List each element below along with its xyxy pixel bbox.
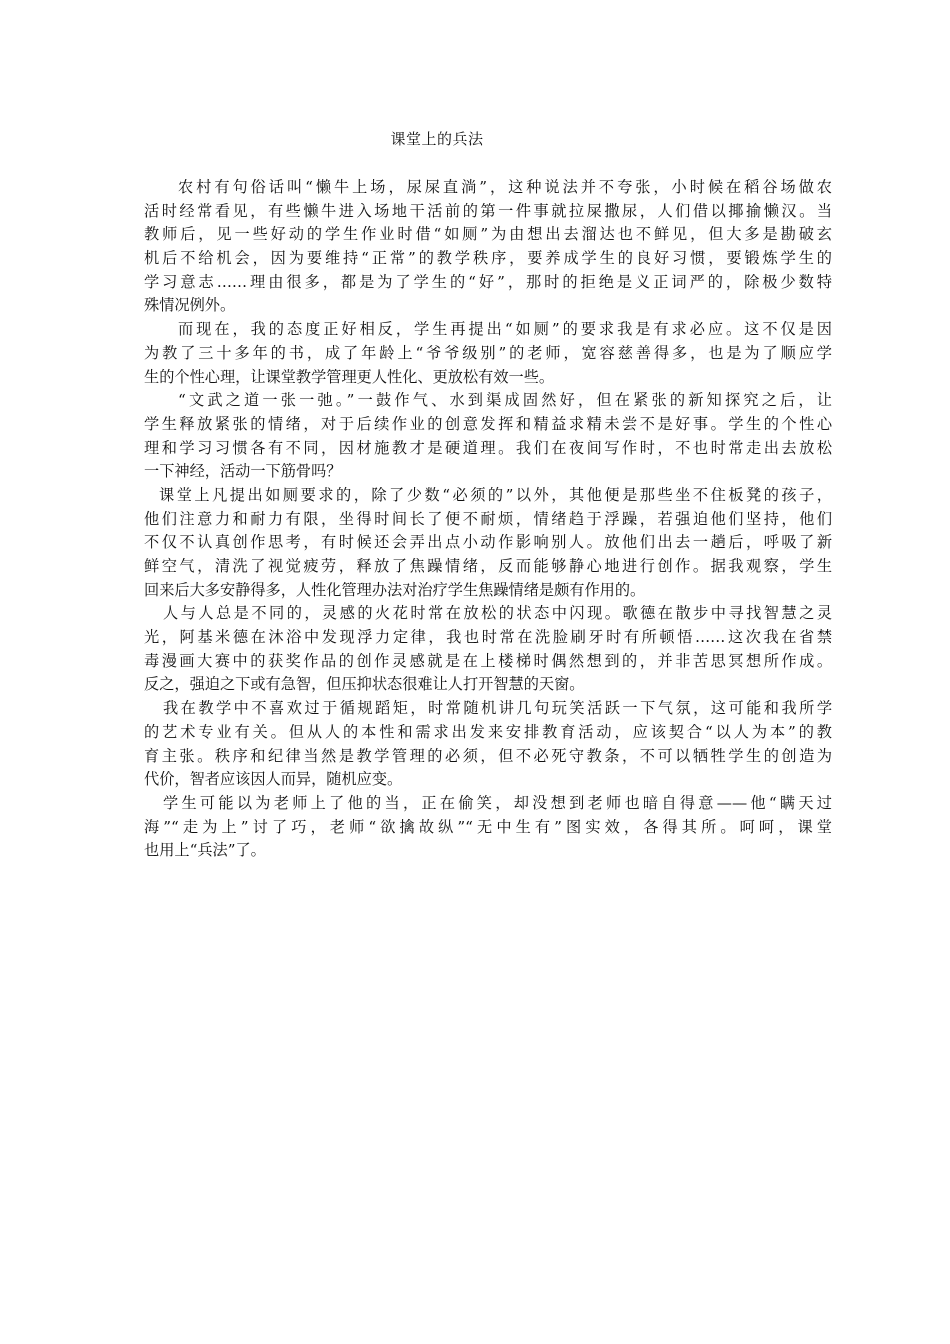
text-line: 不仅不认真创作思考，有时候还会弄出点小动作影响别人。放他们出去一趟后，呼吸了新 [144,533,832,552]
document-title: 课堂上的兵法 [390,130,484,148]
text-line: 而现在，我的态度正好相反，学生再提出“如厕”的要求我是有求必应。这不仅是因 [178,320,832,339]
text-line: 回来后大多安静得多，人性化管理办法对治疗学生焦躁情绪是颇有作用的。 [144,580,646,599]
text-line: 毒漫画大赛中的获奖作品的创作灵感就是在上楼梯时偶然想到的，并非苦思冥想所作成。 [144,651,832,670]
text-line: 他们注意力和耐力有限，坐得时间长了便不耐烦，情绪趋于浮躁，若强迫他们坚持，他们 [144,509,832,528]
text-line: 学习意志……理由很多，都是为了学生的“好”，那时的拒绝是义正词严的，除极少数特 [144,272,832,291]
text-line: 我在教学中不喜欢过于循规蹈矩，时常随机讲几句玩笑活跃一下气氛，这可能和我所学 [163,699,832,718]
text-line: 一下神经，活动一下筋骨吗？ [144,462,342,481]
text-line: 生的个性心理，让课堂教学管理更人性化、更放松有效一些。 [144,367,555,386]
text-line: 鲜空气，清洗了视觉疲劳，释放了焦躁情绪，反而能够静心地进行创作。据我观察，学生 [144,557,832,575]
text-line: 殊情况例外。 [144,296,236,315]
document-body [144,176,832,863]
text-line: 育主张。秩序和纪律当然是教学管理的必须，但不必死守教条，不可以牺牲学生的创造为 [144,746,832,765]
text-line: 教师后，见一些好动的学生作业时借“如厕”为由想出去溜达也不鲜见，但大多是勘破玄 [144,225,832,244]
text-line: 学生释放紧张的情绪，对于后续作业的创意发挥和精益求精未尝不是好事。学生的个性心 [144,414,832,433]
text-line: 课堂上凡提出如厕要求的，除了少数“必须的”以外，其他便是那些坐不住板凳的孩子， [159,485,832,504]
text-line: 农村有句俗话叫“懒牛上场，尿屎直淌”，这种说法并不夸张，小时候在稻谷场做农 [178,178,832,196]
text-line: 理和学习习惯各有不同，因材施教才是硬道理。我们在夜间写作时，不也时常走出去放松 [144,438,832,457]
text-line: 的艺术专业有关。但从人的本性和需求出发来安排教育活动，应该契合“以人为本”的教 [144,722,832,741]
text-line: 也用上“兵法”了。 [144,841,266,860]
text-line: 光，阿基米德在沐浴中发现浮力定律，我也时常在洗脸刷牙时有所顿悟……这次我在省禁 [144,628,832,647]
text-line: 人与人总是不同的，灵感的火花时常在放松的状态中闪现。歌德在散步中寻找智慧之灵 [163,604,832,623]
text-line: 海”“走为上”讨了巧，老师“欲擒故纵”“无中生有”图实效，各得其所。呵呵，课堂 [144,817,832,836]
text-line: 反之，强迫之下或有急智，但压抑状态很难让人打开智慧的天窗。 [144,675,585,694]
text-line: “文武之道一张一弛。”一鼓作气、水到渠成固然好，但在紧张的新知探究之后，让 [178,391,832,410]
text-line: 代价，智者应该因人而异，随机应变。 [144,770,403,789]
text-line: 学生可能以为老师上了他的当，正在偷笑，却没想到老师也暗自得意——他“瞒天过 [163,793,832,812]
text-line: 机后不给机会，因为要维持“正常”的教学秩序，要养成学生的良好习惯，要锻炼学生的 [144,249,832,268]
text-line: 活时经常看见，有些懒牛进入场地干活前的第一件事就拉屎撒尿，人们借以揶揄懒汉。当 [144,201,832,220]
text-line: 为教了三十多年的书，成了年龄上“爷爷级别”的老师，宽容慈善得多，也是为了顺应学 [144,343,832,362]
